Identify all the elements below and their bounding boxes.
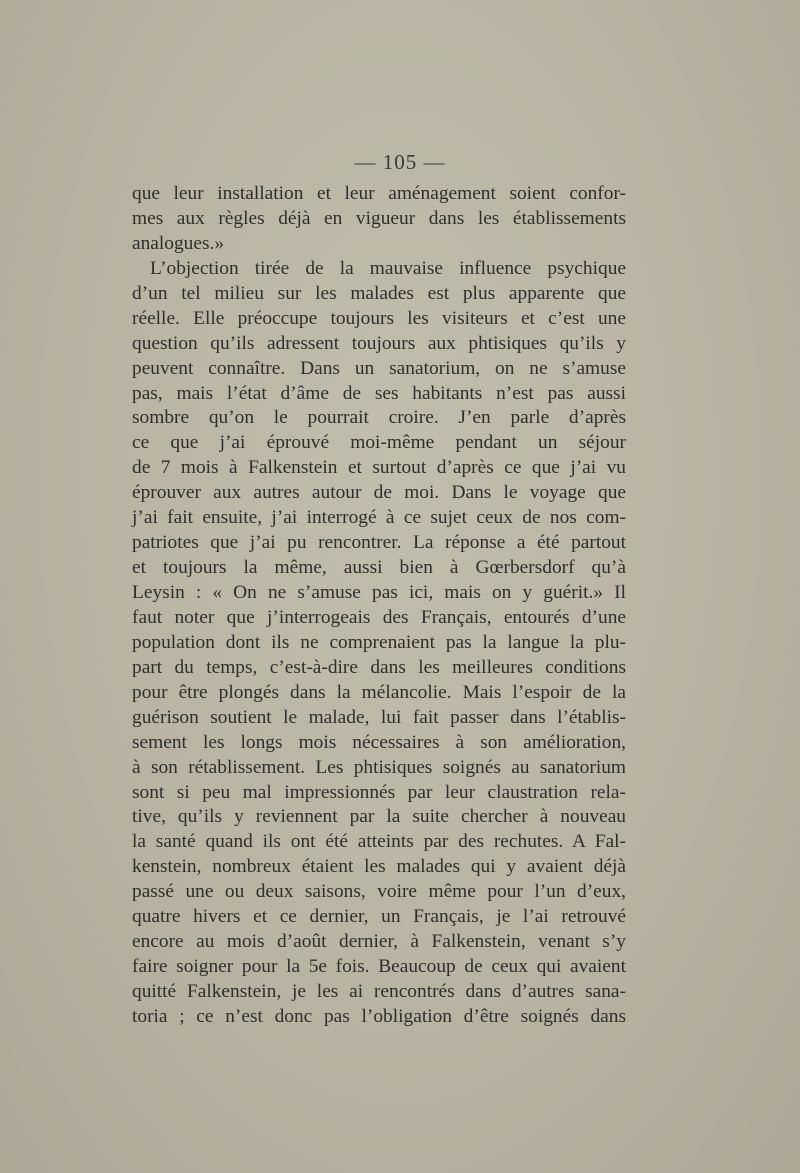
- text-line: ce que j’ai éprouvé moi-même pendant un séjour: [132, 432, 626, 454]
- text-line: la santé quand ils ont été atteints par des rechutes. A Fal-: [132, 831, 626, 853]
- text-line: pas, mais l’état d’âme de ses habitants n’est pas aussi: [132, 382, 626, 404]
- text-line: sement les longs mois nécessaires à son amélioration,: [132, 731, 626, 753]
- text-line: sont si peu mal impressionnés par leur claustration rela-: [132, 781, 626, 803]
- text-line: encore au mois d’août dernier, à Falkenstein, venant s’y: [132, 931, 626, 953]
- text-line: faire soigner pour la 5e fois. Beaucoup de ceux qui avaient: [132, 956, 626, 978]
- text-line: quatre hivers et ce dernier, un Français, je l’ai retrouvé: [132, 906, 626, 928]
- text-line: d’un tel milieu sur les malades est plus apparente que: [132, 282, 626, 304]
- text-line: passé une ou deux saisons, voire même pour l’un d’eux,: [132, 881, 626, 903]
- text-line: quitté Falkenstein, je les ai rencontrés dans d’autres sana-: [132, 981, 626, 1002]
- page-number: — 105 —: [354, 150, 446, 174]
- text-line: réelle. Elle préoccupe toujours les visiteurs et c’est une: [132, 307, 626, 329]
- text-line: pour être plongés dans la mélancolie. Mais l’espoir de la: [132, 681, 626, 703]
- text-line: et toujours la même, aussi bien à Gœrbersdorf qu’à: [132, 557, 626, 579]
- text-line: analogues.»: [132, 232, 225, 254]
- body-text: [132, 182, 626, 1030]
- text-line: kenstein, nombreux étaient les malades qui y avaient déjà: [132, 856, 626, 878]
- text-line: de 7 mois à Falkenstein et surtout d’après ce que j’ai vu: [132, 457, 626, 479]
- text-line: L’objection tirée de la mauvaise influence psychique: [150, 257, 626, 279]
- text-line: j’ai fait ensuite, j’ai interrogé à ce sujet ceux de nos com-: [132, 507, 626, 529]
- text-line: sombre qu’on le pourrait croire. J’en parle d’après: [132, 407, 626, 429]
- text-line: part du temps, c’est-à-dire dans les meilleures conditions: [132, 656, 626, 678]
- text-line: faut noter que j’interrogeais des Français, entourés d’une: [132, 606, 626, 628]
- text-line: patriotes que j’ai pu rencontrer. La réponse a été partout: [132, 532, 626, 554]
- text-line: peuvent connaître. Dans un sanatorium, on ne s’amuse: [132, 357, 626, 379]
- text-line: guérison soutient le malade, lui fait passer dans l’établis-: [132, 706, 626, 728]
- text-line: question qu’ils adressent toujours aux phtisiques qu’ils y: [132, 332, 626, 354]
- text-line: que leur installation et leur aménagement soient confor-: [132, 183, 626, 204]
- text-line: à son rétablissement. Les phtisiques soignés au sanatorium: [132, 756, 626, 778]
- text-line: population dont ils ne comprenaient pas la langue la plu-: [132, 631, 626, 653]
- text-line: éprouver aux autres autour de moi. Dans le voyage que: [132, 482, 626, 504]
- text-line: toria ; ce n’est donc pas l’obligation d’être soignés dans: [132, 1005, 626, 1027]
- text-line: Leysin : « On ne s’amuse pas ici, mais on y guérit.» Il: [132, 582, 626, 603]
- text-line: tive, qu’ils y reviennent par la suite chercher à nouveau: [132, 806, 626, 828]
- text-line: mes aux règles déjà en vigueur dans les établissements: [132, 207, 626, 229]
